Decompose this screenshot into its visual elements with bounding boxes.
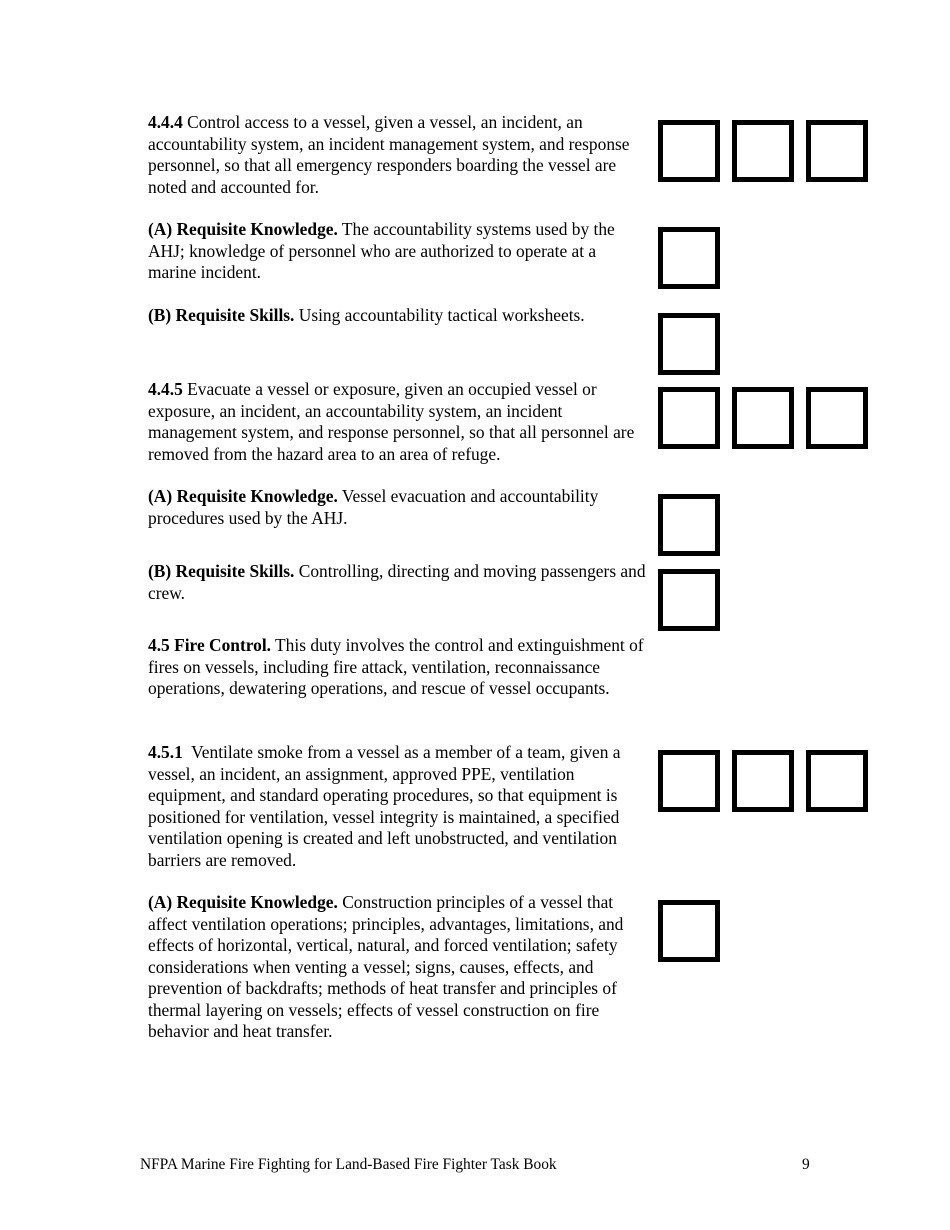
signoff-checkbox[interactable] <box>658 494 720 556</box>
signoff-checkbox[interactable] <box>658 900 720 962</box>
signoff-checkbox[interactable] <box>658 750 720 812</box>
section-4-4-4-skills <box>148 305 648 327</box>
signoff-checkbox[interactable] <box>658 120 720 182</box>
checkbox-row-4-4-4-knowledge <box>658 227 720 289</box>
section-text: Controlling, directing and moving passengers and crew. <box>148 561 646 603</box>
section-4-4-4 <box>148 112 648 198</box>
checkbox-row-4-4-4-skills <box>658 313 720 375</box>
checkbox-row-4-5-1-knowledge <box>658 900 720 962</box>
signoff-checkbox[interactable] <box>732 750 794 812</box>
signoff-checkbox[interactable] <box>806 750 868 812</box>
signoff-checkbox[interactable] <box>732 120 794 182</box>
page-number: 9 <box>802 1156 810 1173</box>
signoff-checkbox[interactable] <box>732 387 794 449</box>
section-text: Using accountability tactical worksheets. <box>294 305 585 325</box>
signoff-checkbox[interactable] <box>806 387 868 449</box>
section-label: (B) Requisite Skills. <box>148 305 295 325</box>
section-4-5-1-knowledge <box>148 892 648 1043</box>
section-text: This duty involves the control and extinguishment of fires on vessels, including fire attack, ventilation, reconnaissance operations, dewatering operations, and rescue of vessel occupants. <box>148 635 644 698</box>
section-label: 4.5.1 <box>148 742 183 762</box>
checkbox-row-4-4-4 <box>658 120 868 182</box>
section-text: Construction principles of a vessel that affect ventilation operations; principles, advantages, limitations, and effects of horizontal, vertical, natural, and forced ventilation; safety considerations when venting a vessel; signs, causes, effects, and prevention of backdrafts; methods of heat transfer and principles of thermal layering on vessels; effects of vessel construction on fire behavior and heat transfer. <box>148 892 624 1041</box>
section-4-4-5 <box>148 379 648 465</box>
signoff-checkbox[interactable] <box>658 569 720 631</box>
section-label: (A) Requisite Knowledge. <box>148 892 338 912</box>
signoff-checkbox[interactable] <box>806 120 868 182</box>
signoff-checkbox[interactable] <box>658 387 720 449</box>
checkbox-row-4-5-1 <box>658 750 868 812</box>
section-text: Ventilate smoke from a vessel as a member of a team, given a vessel, an incident, an assignment, approved PPE, ventilation equipment, and standard operating procedures, so that equipment is positioned for ventilation, vessel integrity is maintained, a specified ventilation opening is created and left unobstructed, and ventilation barriers are removed. <box>148 742 625 870</box>
checkbox-row-4-4-5-knowledge <box>658 494 720 556</box>
section-4-4-4-knowledge <box>148 219 648 284</box>
section-text: Control access to a vessel, given a vessel, an incident, an accountability system, an incident management system, and response personnel, so that all emergency responders boarding the vessel are noted and accounted for. <box>148 112 630 197</box>
footer-title: NFPA Marine Fire Fighting for Land-Based Fire Fighter Task Book <box>140 1156 557 1173</box>
section-label: (A) Requisite Knowledge. <box>148 219 338 239</box>
section-label: 4.5 Fire Control. <box>148 635 272 655</box>
section-text: Evacuate a vessel or exposure, given an occupied vessel or exposure, an incident, an accountability system, an incident management system, and response personnel, so that all personnel are removed from the hazard area to an area of refuge. <box>148 379 635 464</box>
section-label: 4.4.5 <box>148 379 183 399</box>
checkbox-row-4-4-5-skills <box>658 569 720 631</box>
section-label: 4.4.4 <box>148 112 183 132</box>
section-4-4-5-skills <box>148 561 648 604</box>
section-4-4-5-knowledge <box>148 486 648 529</box>
section-4-5-1 <box>148 742 648 871</box>
section-label: (B) Requisite Skills. <box>148 561 295 581</box>
signoff-checkbox[interactable] <box>658 313 720 375</box>
section-text: The accountability systems used by the AHJ; knowledge of personnel who are authorized to operate at a marine incident. <box>148 219 615 282</box>
checkbox-row-4-4-5 <box>658 387 868 449</box>
section-text: Vessel evacuation and accountability procedures used by the AHJ. <box>148 486 599 528</box>
signoff-checkbox[interactable] <box>658 227 720 289</box>
section-4-5-fire-control <box>148 635 648 700</box>
section-label: (A) Requisite Knowledge. <box>148 486 338 506</box>
